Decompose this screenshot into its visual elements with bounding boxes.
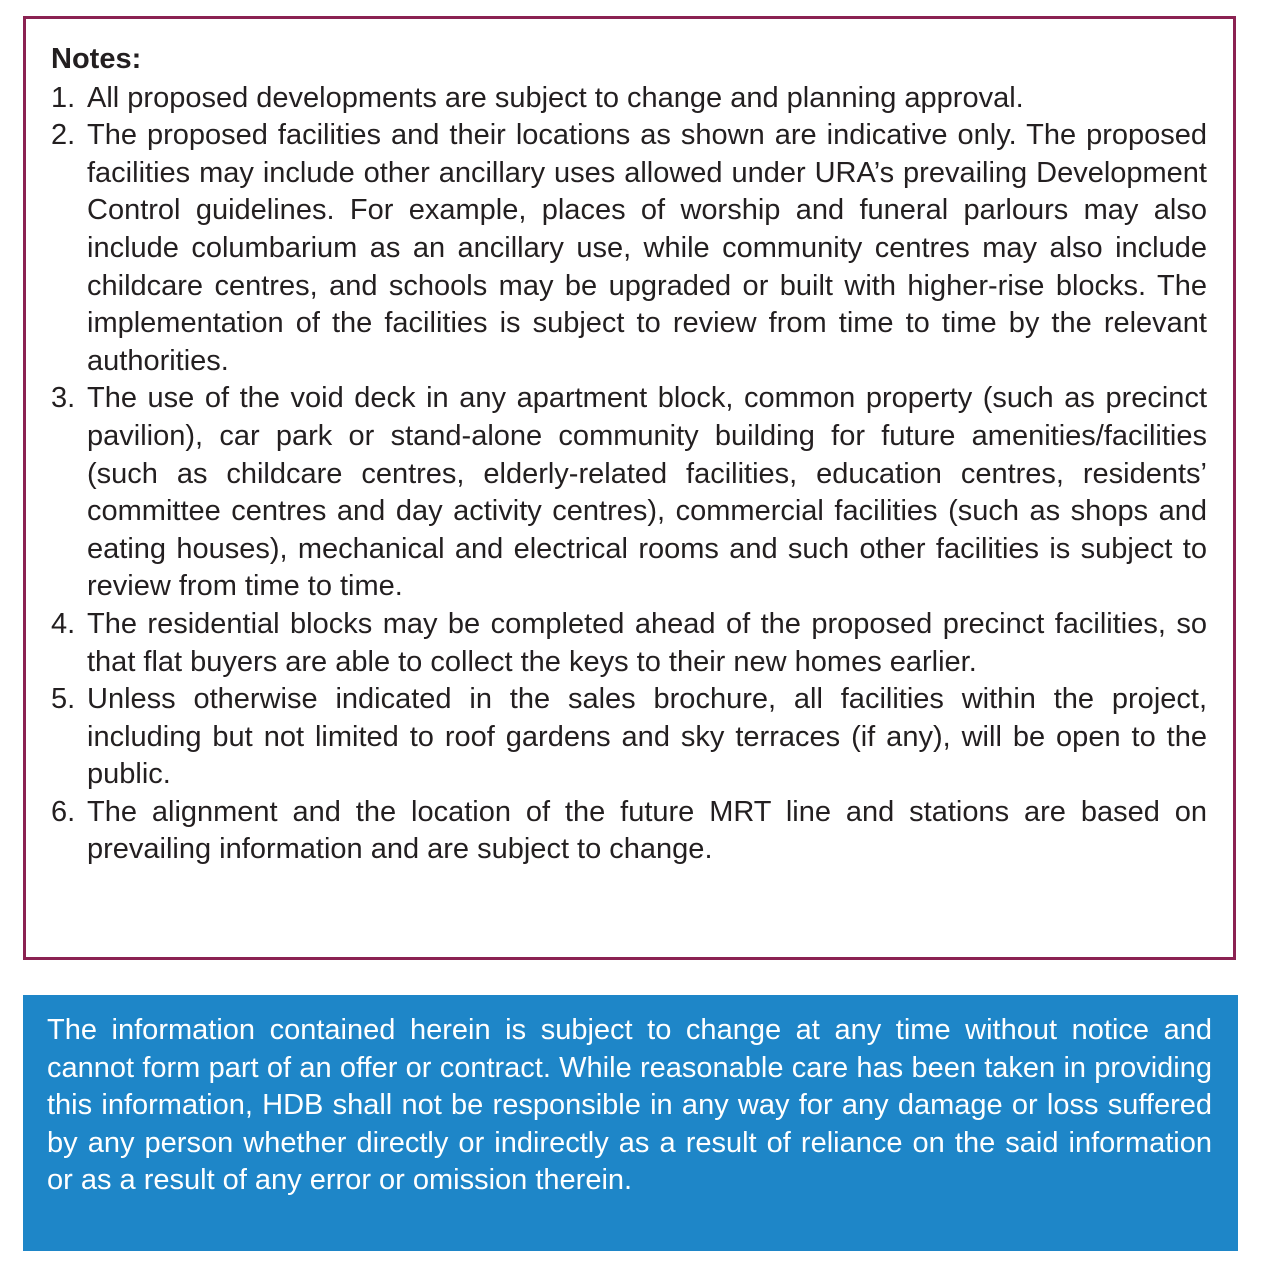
notes-list bbox=[51, 80, 1207, 869]
notes-box bbox=[23, 16, 1236, 960]
note-item-3 bbox=[51, 380, 1207, 606]
note-item-4 bbox=[51, 606, 1207, 681]
note-item-6 bbox=[51, 794, 1207, 869]
note-text: Unless otherwise indicated in the sales brochure, all facilities within the project, including but not limited to roof gardens and sky terraces (if any), will be open to the public. bbox=[87, 683, 1207, 791]
note-item-1 bbox=[51, 80, 1207, 118]
note-text: All proposed developments are subject to change and planning approval. bbox=[87, 81, 1024, 114]
note-number: 3. bbox=[51, 382, 76, 415]
note-number: 2. bbox=[51, 119, 76, 152]
note-text: The residential blocks may be completed ahead of the proposed precinct facilities, so that flat buyers are able to collect the keys to their new homes earlier. bbox=[87, 607, 1207, 678]
note-text: The proposed facilities and their locations as shown are indicative only. The proposed facilities may include other ancillary uses allowed under URA’s prevailing Development Control guidelines. For example, places of worship and funeral parlours may also include columbarium as an ancillary use, while community centres may also include childcare centres, and schools may be upgraded or built with higher-rise blocks. The implementation of the facilities is subject to review from time to time by the relevant authorities. bbox=[87, 119, 1207, 377]
note-number: 5. bbox=[51, 683, 76, 716]
note-number: 1. bbox=[51, 81, 76, 114]
disclaimer-text: The information contained herein is subject to change at any time without notice and cannot form part of an offer or contract. While reasonable care has been taken in providing this information, HDB shall not be responsible in any way for any damage or loss suffered by any person whether directly or indirectly as a result of reliance on the said information or as a result of any error or omission therein. bbox=[47, 1014, 1212, 1197]
note-item-5 bbox=[51, 681, 1207, 794]
disclaimer-box bbox=[23, 995, 1238, 1251]
note-number: 4. bbox=[51, 607, 76, 640]
note-text: The alignment and the location of the future MRT line and stations are based on prevailing information and are subject to change. bbox=[87, 795, 1207, 866]
note-text: The use of the void deck in any apartment block, common property (such as precinct pavilion), car park or stand-alone community building for future amenities/facilities (such as childcare centres, elderly-related facilities, education centres, residents’ committee centres and day activity centres), commercial facilities (such as shops and eating houses), mechanical and electrical rooms and such other facilities is subject to review from time to time. bbox=[87, 382, 1207, 603]
note-item-2 bbox=[51, 117, 1207, 380]
note-number: 6. bbox=[51, 795, 76, 828]
notes-title: Notes: bbox=[51, 43, 142, 75]
